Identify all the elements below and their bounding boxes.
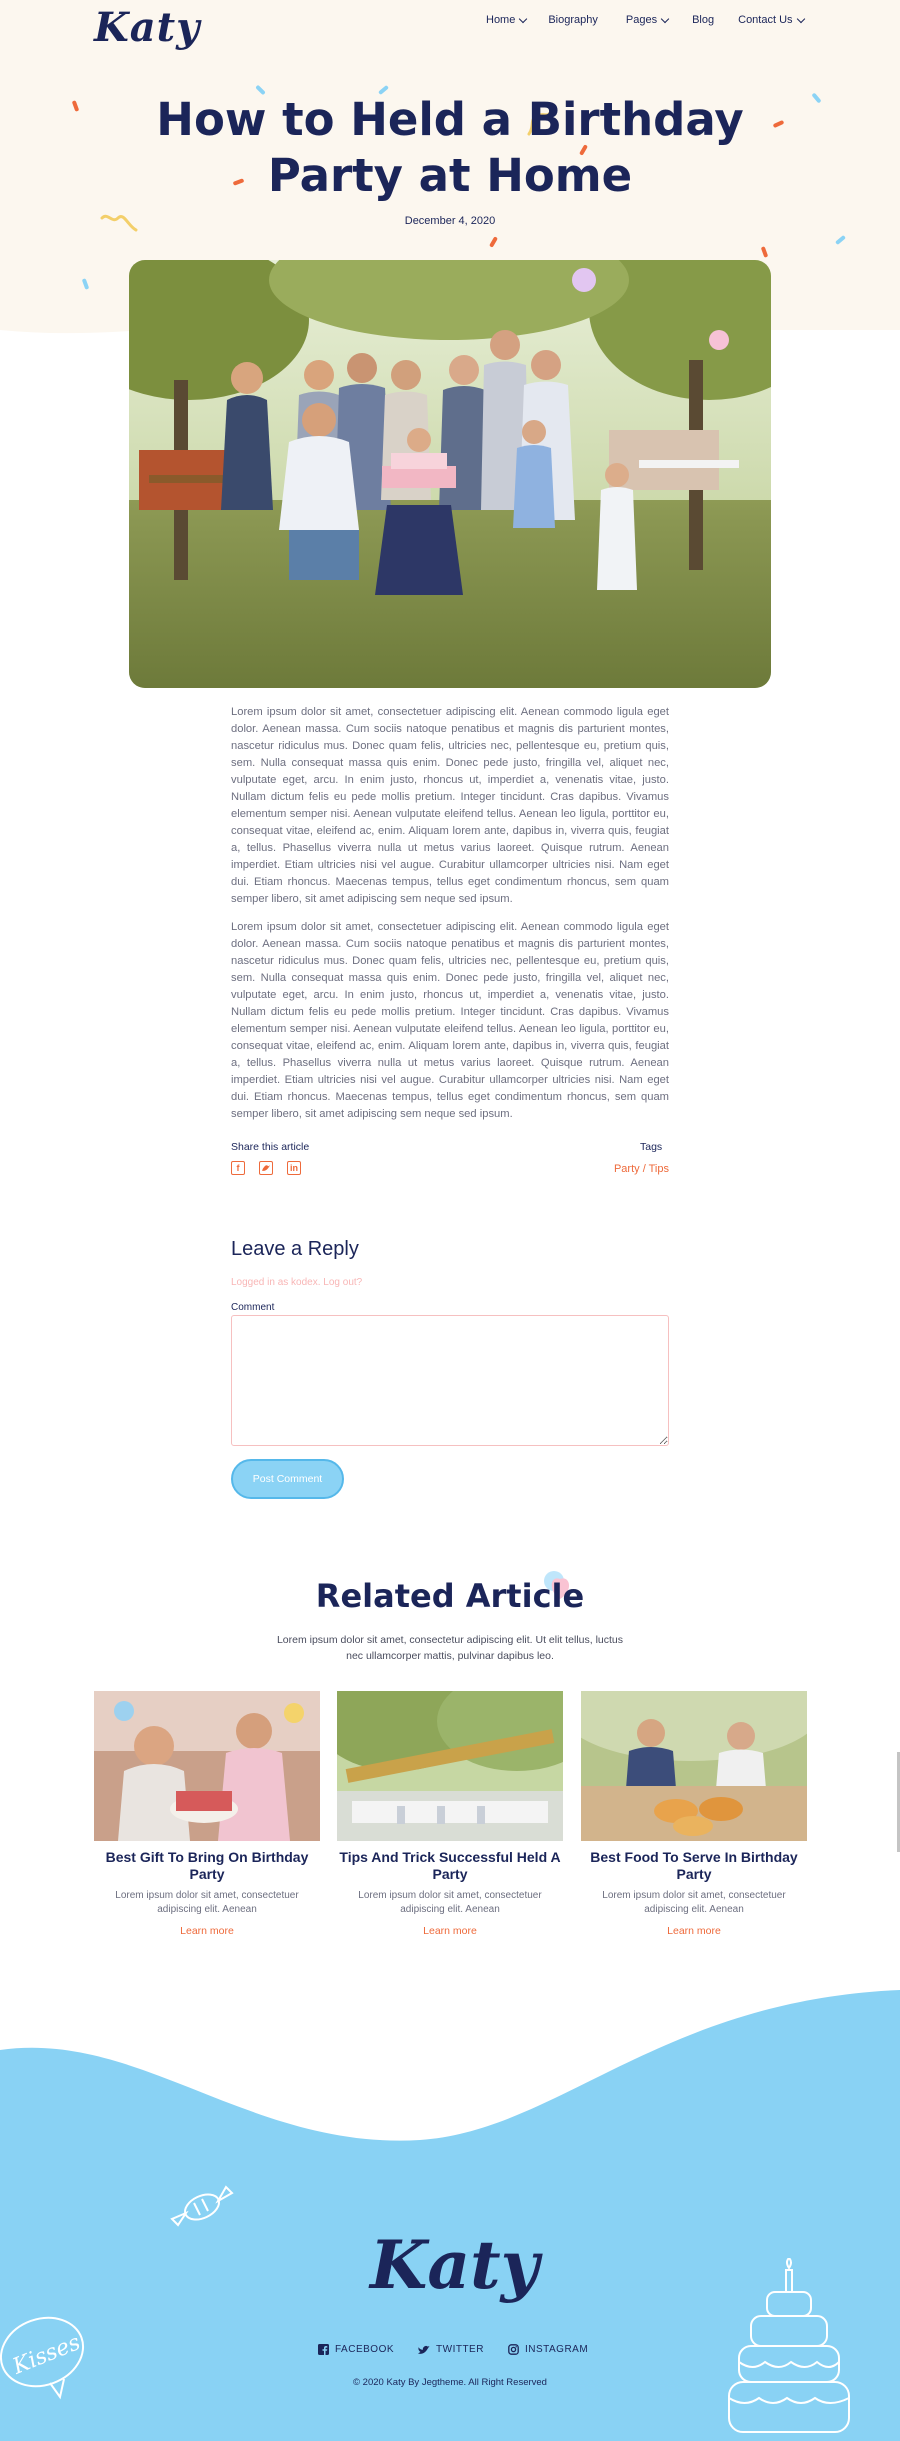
social-instagram-label: INSTAGRAM bbox=[524, 2344, 589, 2355]
cake-icon bbox=[725, 2258, 855, 2441]
card-title[interactable]: Tips And Trick Successful Held A Party bbox=[339, 1849, 561, 1882]
comment-field[interactable] bbox=[231, 1315, 669, 1446]
twitter-icon[interactable] bbox=[259, 1161, 273, 1175]
nav-biography-label: Biography bbox=[548, 14, 598, 26]
tag-links[interactable]: Party / Tips bbox=[613, 1163, 669, 1175]
page-title: How to Held a Birthday Party at Home bbox=[156, 93, 744, 202]
related-card[interactable] bbox=[94, 1691, 320, 1937]
chevron-down-icon bbox=[519, 14, 527, 22]
nav-biography[interactable] bbox=[548, 14, 598, 26]
nav-contact-label: Contact Us bbox=[738, 14, 793, 26]
card-excerpt: Lorem ipsum dolor sit amet, consectetuer adipiscing elit. Aenean bbox=[602, 1890, 786, 1915]
main-nav bbox=[486, 14, 804, 26]
reply-title: Leave a Reply bbox=[231, 1238, 359, 1260]
social-instagram[interactable] bbox=[508, 2344, 588, 2355]
article-paragraph: Lorem ipsum dolor sit amet, consectetuer adipiscing elit. Aenean commodo ligula eget dolor. Aenean massa. Cum sociis natoque penatibus et magnis dis parturient montes, nascetur ridiculus mus. Donec quam felis, ultricies nec, pellentesque eu, pretium quis, sem. Nulla consequat massa quis enim. Donec pede justo, fringilla vel, aliquet nec, vulputate eget, arcu. In enim justo, rhoncus ut, imperdiet a, venenatis vitae, justo. Nullam dictum felis eu pede mollis pretium. Integer tincidunt. Cras dapibus. Vivamus elementum semper nisi. Aenean vulputate eleifend tellus. Aenean leo ligula, porttitor eu, consequat vitae, eleifend ac, enim. Aliquam lorem ante, dapibus in, viverra quis, feugiat a, tellus. Phasellus viverra nulla ut metus varius laoreet. Quisque rutrum. Aenean imperdiet. Etiam ultricies nisi vel augue. Curabitur ullamcorper ultricies nisi. Nam eget dui. Etiam rhoncus. Maecenas tempus, tellus eget condimentum rhoncus, sem quam semper libero, sit amet adipiscing sem neque sed ipsum. bbox=[231, 921, 669, 1120]
nav-blog-label: Blog bbox=[692, 14, 715, 26]
candy-icon bbox=[168, 2183, 236, 2231]
related-card[interactable] bbox=[581, 1691, 807, 1937]
footer-social bbox=[318, 2344, 588, 2355]
card-title[interactable]: Best Food To Serve In Birthday Party bbox=[590, 1849, 798, 1882]
related-title: Related Article bbox=[315, 1577, 585, 1615]
site-logo[interactable]: Katy bbox=[94, 4, 201, 51]
social-facebook-label: FACEBOOK bbox=[335, 2344, 395, 2355]
confetti-squiggle bbox=[100, 212, 140, 236]
learn-more-link[interactable]: Learn more bbox=[180, 1925, 234, 1937]
sticker-text: Kisses bbox=[9, 2330, 84, 2380]
related-card[interactable] bbox=[337, 1691, 563, 1937]
article-paragraph: Lorem ipsum dolor sit amet, consectetuer adipiscing elit. Aenean commodo ligula eget dolor. Aenean massa. Cum sociis natoque penatibus et magnis dis parturient montes, nascetur ridiculus mus. Donec quam felis, ultricies nec, pellentesque eu, pretium quis, sem. Nulla consequat massa quis enim. Donec pede justo, fringilla vel, aliquet nec, vulputate eget, arcu. In enim justo, rhoncus ut, imperdiet a, venenatis vitae, justo. Nullam dictum felis eu pede mollis pretium. Integer tincidunt. Cras dapibus. Vivamus elementum semper nisi. Aenean vulputate eleifend tellus. Aenean leo ligula, porttitor eu, consequat vitae, eleifend ac, enim. Aliquam lorem ante, dapibus in, viverra quis, feugiat a, tellus. Phasellus viverra nulla ut metus varius laoreet. Quisque rutrum. Aenean imperdiet. Etiam ultricies nisi vel augue. Curabitur ullamcorper ultricies nisi. Nam eget dui. Etiam rhoncus. Maecenas tempus, tellus eget condimentum rhoncus, sem quam semper libero, sit amet adipiscing sem neque sed ipsum. bbox=[231, 706, 669, 905]
twitter-icon bbox=[418, 2345, 430, 2355]
chevron-down-icon bbox=[796, 14, 804, 22]
logged-in-note[interactable]: Logged in as kodex. Log out? bbox=[231, 1277, 363, 1288]
card-image[interactable] bbox=[337, 1691, 563, 1841]
footer-logo[interactable]: Katy bbox=[370, 2226, 539, 2304]
chevron-down-icon bbox=[661, 14, 669, 22]
share-icons bbox=[231, 1161, 301, 1175]
card-image[interactable] bbox=[94, 1691, 320, 1841]
nav-blog[interactable] bbox=[692, 14, 714, 26]
copyright: © 2020 Katy By Jegtheme. All Right Reserved bbox=[353, 2377, 547, 2388]
social-twitter[interactable] bbox=[418, 2344, 484, 2355]
instagram-icon bbox=[508, 2344, 519, 2355]
share-label: Share this article bbox=[231, 1141, 310, 1153]
post-comment-button[interactable]: Post Comment bbox=[231, 1459, 344, 1499]
social-facebook[interactable] bbox=[318, 2344, 394, 2355]
kisses-sticker-icon bbox=[0, 2305, 95, 2400]
facebook-icon[interactable]: f bbox=[231, 1161, 245, 1175]
social-twitter-label: TWITTER bbox=[436, 2344, 484, 2355]
card-excerpt: Lorem ipsum dolor sit amet, consectetuer adipiscing elit. Aenean bbox=[358, 1890, 542, 1915]
nav-home-label: Home bbox=[486, 14, 516, 26]
card-title[interactable]: Best Gift To Bring On Birthday Party bbox=[105, 1849, 309, 1882]
comment-label: Comment bbox=[231, 1302, 275, 1313]
card-excerpt: Lorem ipsum dolor sit amet, consectetuer adipiscing elit. Aenean bbox=[115, 1890, 299, 1915]
facebook-icon bbox=[318, 2344, 329, 2355]
card-image[interactable] bbox=[581, 1691, 807, 1841]
post-date: December 4, 2020 bbox=[404, 215, 496, 227]
nav-contact[interactable] bbox=[738, 14, 803, 26]
nav-pages[interactable] bbox=[626, 14, 668, 26]
nav-pages-label: Pages bbox=[625, 14, 658, 26]
learn-more-link[interactable]: Learn more bbox=[667, 1925, 721, 1937]
tags-label: Tags bbox=[640, 1141, 663, 1153]
featured-image bbox=[129, 260, 771, 688]
related-subtitle: Lorem ipsum dolor sit amet, consectetur adipiscing elit. Ut elit tellus, luctus nec ullamcorper mattis, pulvinar dapibus leo. bbox=[276, 1634, 624, 1662]
learn-more-link[interactable]: Learn more bbox=[423, 1925, 477, 1937]
nav-home[interactable] bbox=[486, 14, 526, 26]
linkedin-icon[interactable]: in bbox=[287, 1161, 301, 1175]
